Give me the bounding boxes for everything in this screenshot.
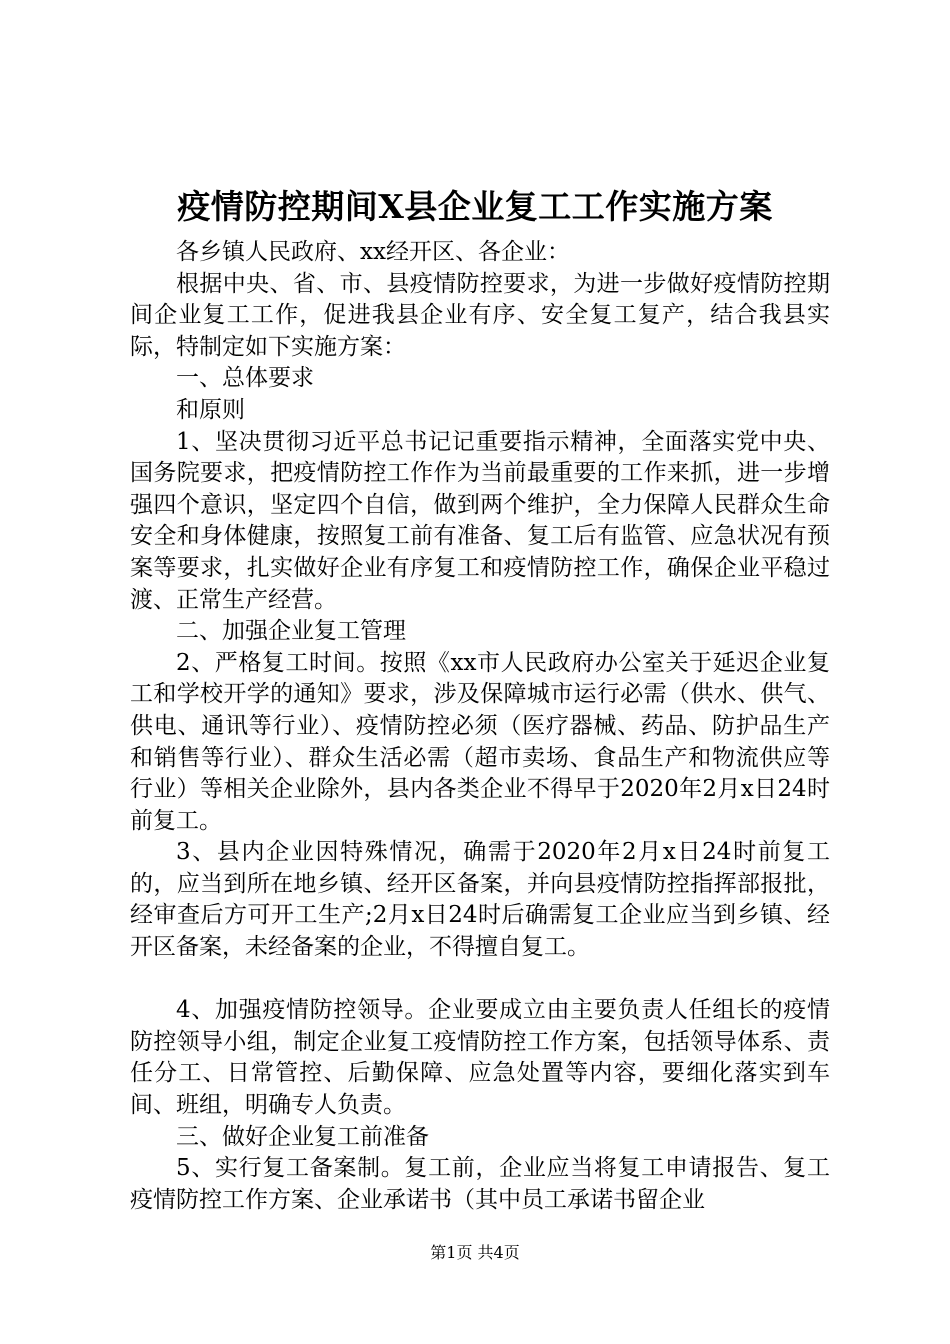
paragraph-item-2: 2、严格复工时间。按照《xx市人民政府办公室关于延迟企业复工和学校开学的通知》要求，涉及保障城市运行必需（供水、供气、供电、通讯等行业）、疫情防控必须（医疗器械、药品、防护品生产和销售等行业）、群众生活必需（超市卖场、食品生产和物流供应等行业）等相关企业除外，县内各类企业不得早于2020年2月x日24时前复工。 bbox=[130, 649, 830, 834]
paragraph-addressee: 各乡镇人民政府、xx经开区、各企业： bbox=[176, 239, 570, 265]
section-heading-1: 一、总体要求 bbox=[176, 365, 314, 392]
paragraph-item-3: 3、县内企业因特殊情况，确需于2020年2月x日24时前复工的，应当到所在地乡镇、经开区备案，并向县疫情防控指挥部报批，经审查后方可开工生产;2月x日24时后确需复工企业应当到乡镇、经开区备案，未经备案的企业，不得擅自复工。 bbox=[130, 839, 830, 961]
section-heading-1-cont: 和原则 bbox=[176, 396, 245, 423]
paragraph-item-5: 5、实行复工备案制。复工前，企业应当将复工申请报告、复工疫情防控工作方案、企业承诺书（其中员工承诺书留企业 bbox=[130, 1155, 830, 1213]
paragraph-item-4: 4、加强疫情防控领导。企业要成立由主要负责人任组长的疫情防控领导小组，制定企业复工疫情防控工作方案，包括领导体系、责任分工、日常管控、后勤保障、应急处置等内容，要细化落实到车间、班组，明确专人负责。 bbox=[130, 997, 830, 1119]
paragraph-item-1: 1、坚决贯彻习近平总书记记重要指示精神，全面落实党中央、国务院要求，把疫情防控工作作为当前最重要的工作来抓，进一步增强四个意识，坚定四个自信，做到两个维护，全力保障人民群众生命安全和身体健康，按照复工前有准备、复工后有监管、应急状况有预案等要求，扎实做好企业有序复工和疫情防控工作，确保企业平稳过渡、正常生产经营。 bbox=[130, 428, 830, 613]
paragraph-intro: 根据中央、省、市、县疫情防控要求，为进一步做好疫情防控期间企业复工工作，促进我县企业有序、安全复工复产，结合我县实际，特制定如下实施方案： bbox=[130, 270, 830, 360]
page-footer: 第1页 共4页 bbox=[430, 1243, 520, 1262]
document-title: 疫情防控期间X县企业复工工作实施方案 bbox=[177, 187, 773, 226]
document-body bbox=[130, 237, 830, 1216]
section-heading-2: 二、加强企业复工管理 bbox=[176, 618, 406, 645]
section-heading-3: 三、做好企业复工前准备 bbox=[176, 1123, 429, 1150]
